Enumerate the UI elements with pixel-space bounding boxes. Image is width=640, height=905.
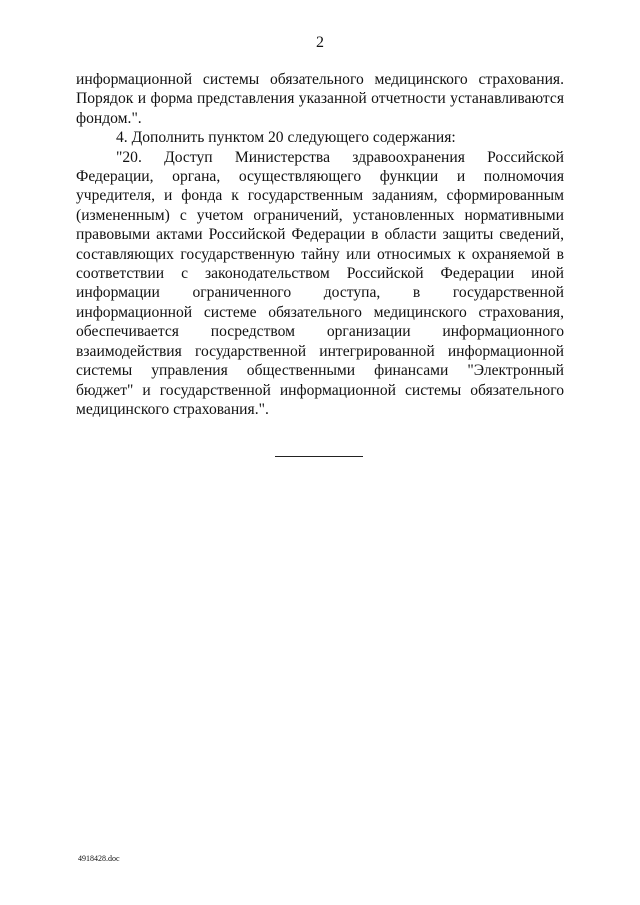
paragraph-continuation: информационной системы обязательного медицинского страхования. Порядок и форма представления указанной отчетности устанавливаются фондом.". <box>76 71 564 127</box>
paragraph-item-4: 4. Дополнить пунктом 20 следующего содержания: <box>116 129 456 147</box>
footer-document-id: 4918428.doc <box>78 854 120 863</box>
paragraph-clause-20: "20. Доступ Министерства здравоохранения Российской Федерации, органа, осуществляющего функции и полномочия учредителя, и фонда к государственным заданиям, сформированным (измененным) с учетом ограничений, установленных нормативными правовыми актами Российской Федерации в области защиты сведений, составляющих государственную тайну или относимых к охраняемой в соответствии с законодательством Российской Федерации иной информации ограниченного доступа, в государственной информационной системе обязательного медицинского страхования, обеспечивается посредством организации информационного взаимодействия государственной интегрированной информационной системы управления общественными финансами "Электронный бюджет" и государственной информационной системы обязательного медицинского страхования.". <box>76 148 564 418</box>
document-body <box>76 70 564 419</box>
separator-line <box>275 456 363 457</box>
page-number: 2 <box>316 34 324 51</box>
